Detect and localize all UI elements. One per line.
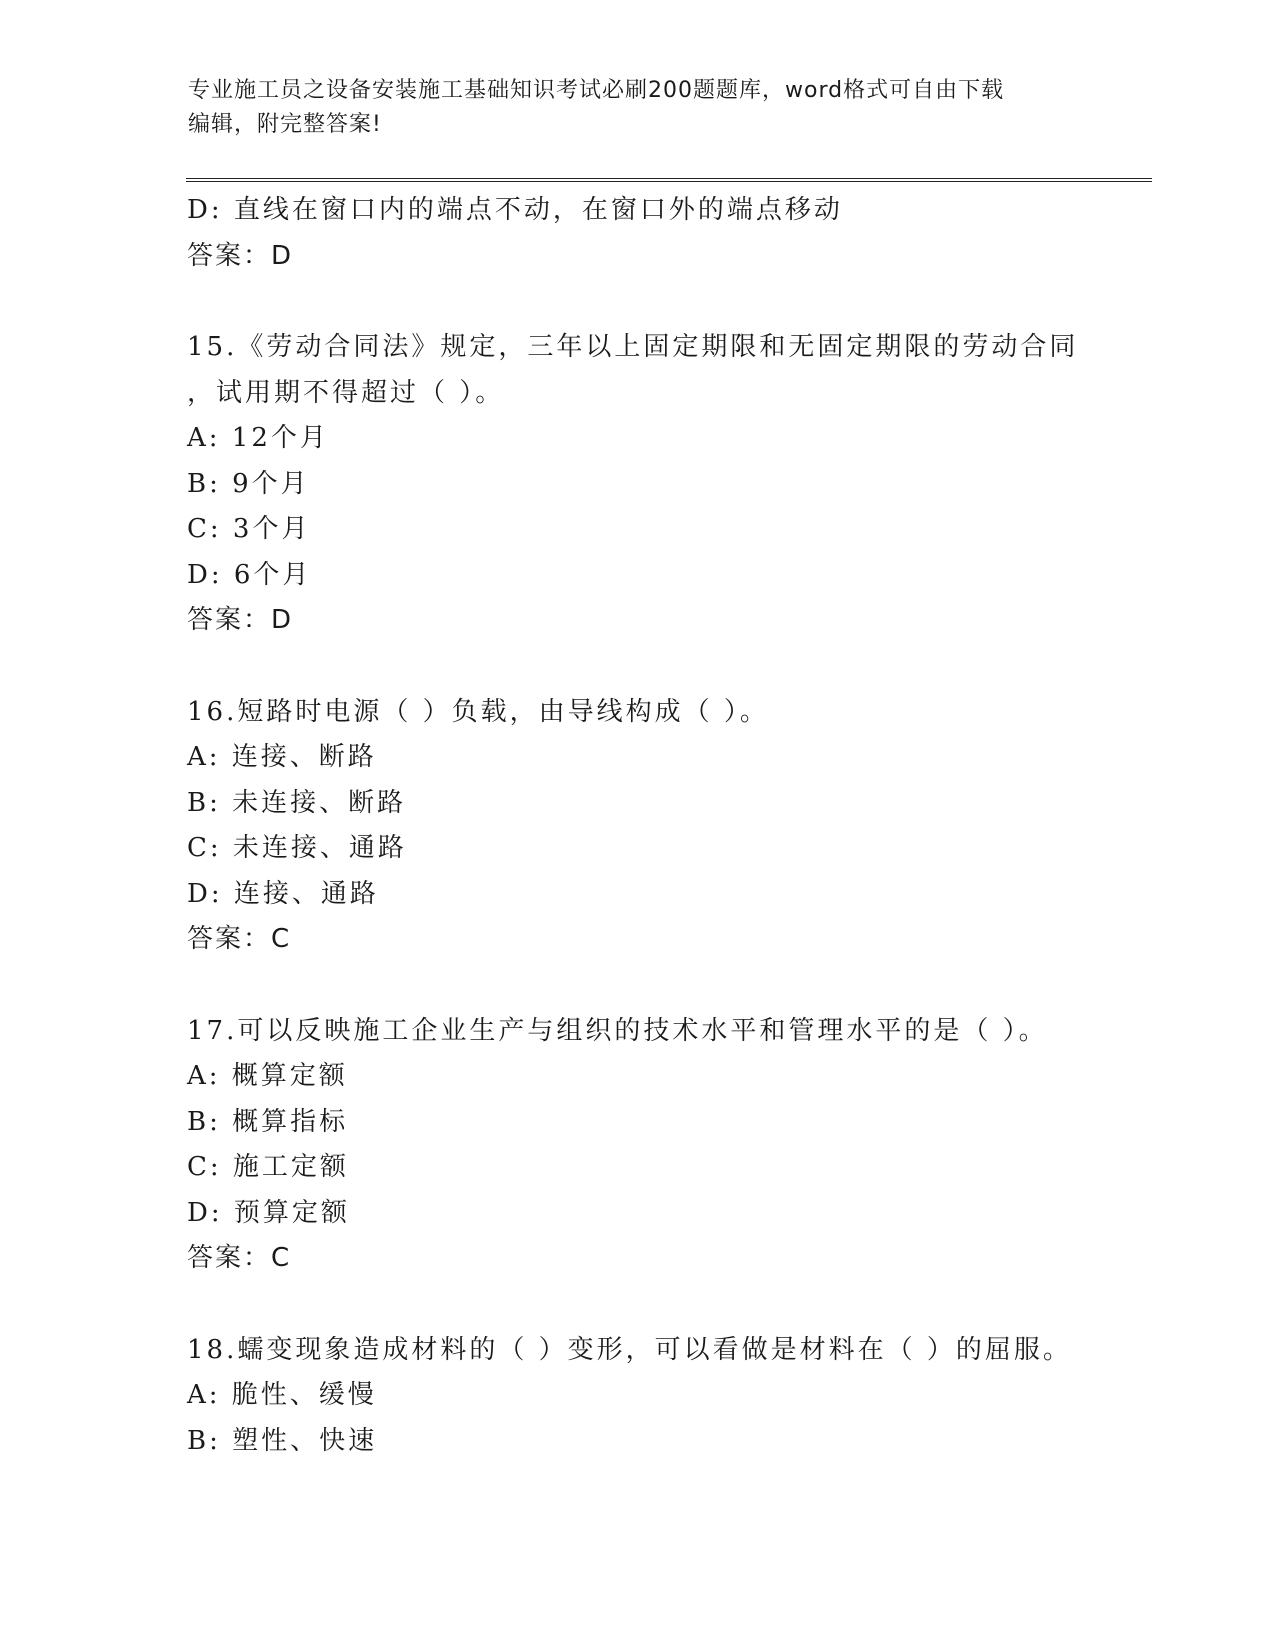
question-stem: 17.可以反映施工企业生产与组织的技术水平和管理水平的是（ ）。: [187, 1015, 1048, 1046]
option-a: A: 12个月: [187, 423, 329, 453]
document-header: [188, 74, 1068, 142]
option-d: D: 预算定额: [187, 1197, 350, 1228]
option-b: B: 塑性、快速: [187, 1425, 378, 1456]
header-title-line-2: 编辑，附完整答案!: [188, 112, 382, 137]
answer-line: 答案：C: [187, 924, 292, 954]
question-16: [187, 690, 1147, 963]
answer-line: 答案：D: [187, 240, 294, 271]
question-18: [187, 1328, 1147, 1465]
option-c: C: 3个月: [187, 514, 311, 544]
option-d: D: 直线在窗口内的端点不动，在窗口外的端点移动: [187, 195, 843, 225]
option-b: B: 未连接、断路: [187, 787, 407, 818]
question-stem-continued: ，试用期不得超过（ ）。: [187, 377, 505, 408]
option-c: C: 施工定额: [187, 1152, 349, 1182]
question-stem: 18.蠕变现象造成材料的（ ）变形，可以看做是材料在（ ）的屈服。: [187, 1334, 1072, 1365]
option-a: A: 连接、断路: [187, 742, 377, 772]
spacer: [187, 963, 1147, 1009]
spacer: [187, 644, 1147, 690]
option-a: A: 概算定额: [187, 1061, 348, 1091]
question-stem: 16.短路时电源（ ）负载，由导线构成（ ）。: [187, 696, 769, 727]
header-divider: [186, 178, 1152, 182]
spacer: [187, 279, 1147, 325]
document-body: [187, 188, 1147, 1464]
option-d: D: 6个月: [187, 559, 312, 590]
option-b: B: 9个月: [187, 468, 310, 499]
answer-line: 答案：C: [187, 1243, 292, 1273]
question-17: [187, 1009, 1147, 1282]
option-b: B: 概算指标: [187, 1106, 349, 1137]
header-title-line-1: 专业施工员之设备安装施工基础知识考试必刷200题题库，word格式可自由下载: [188, 78, 1005, 103]
question-15: [187, 325, 1147, 644]
question-stem: 15.《劳动合同法》规定，三年以上固定期限和无固定期限的劳动合同: [187, 332, 1079, 362]
answer-line: 答案：D: [187, 605, 294, 635]
option-a: A: 脆性、缓慢: [187, 1380, 377, 1410]
option-d: D: 连接、通路: [187, 878, 379, 909]
spacer: [187, 1282, 1147, 1328]
option-c: C: 未连接、通路: [187, 833, 407, 863]
